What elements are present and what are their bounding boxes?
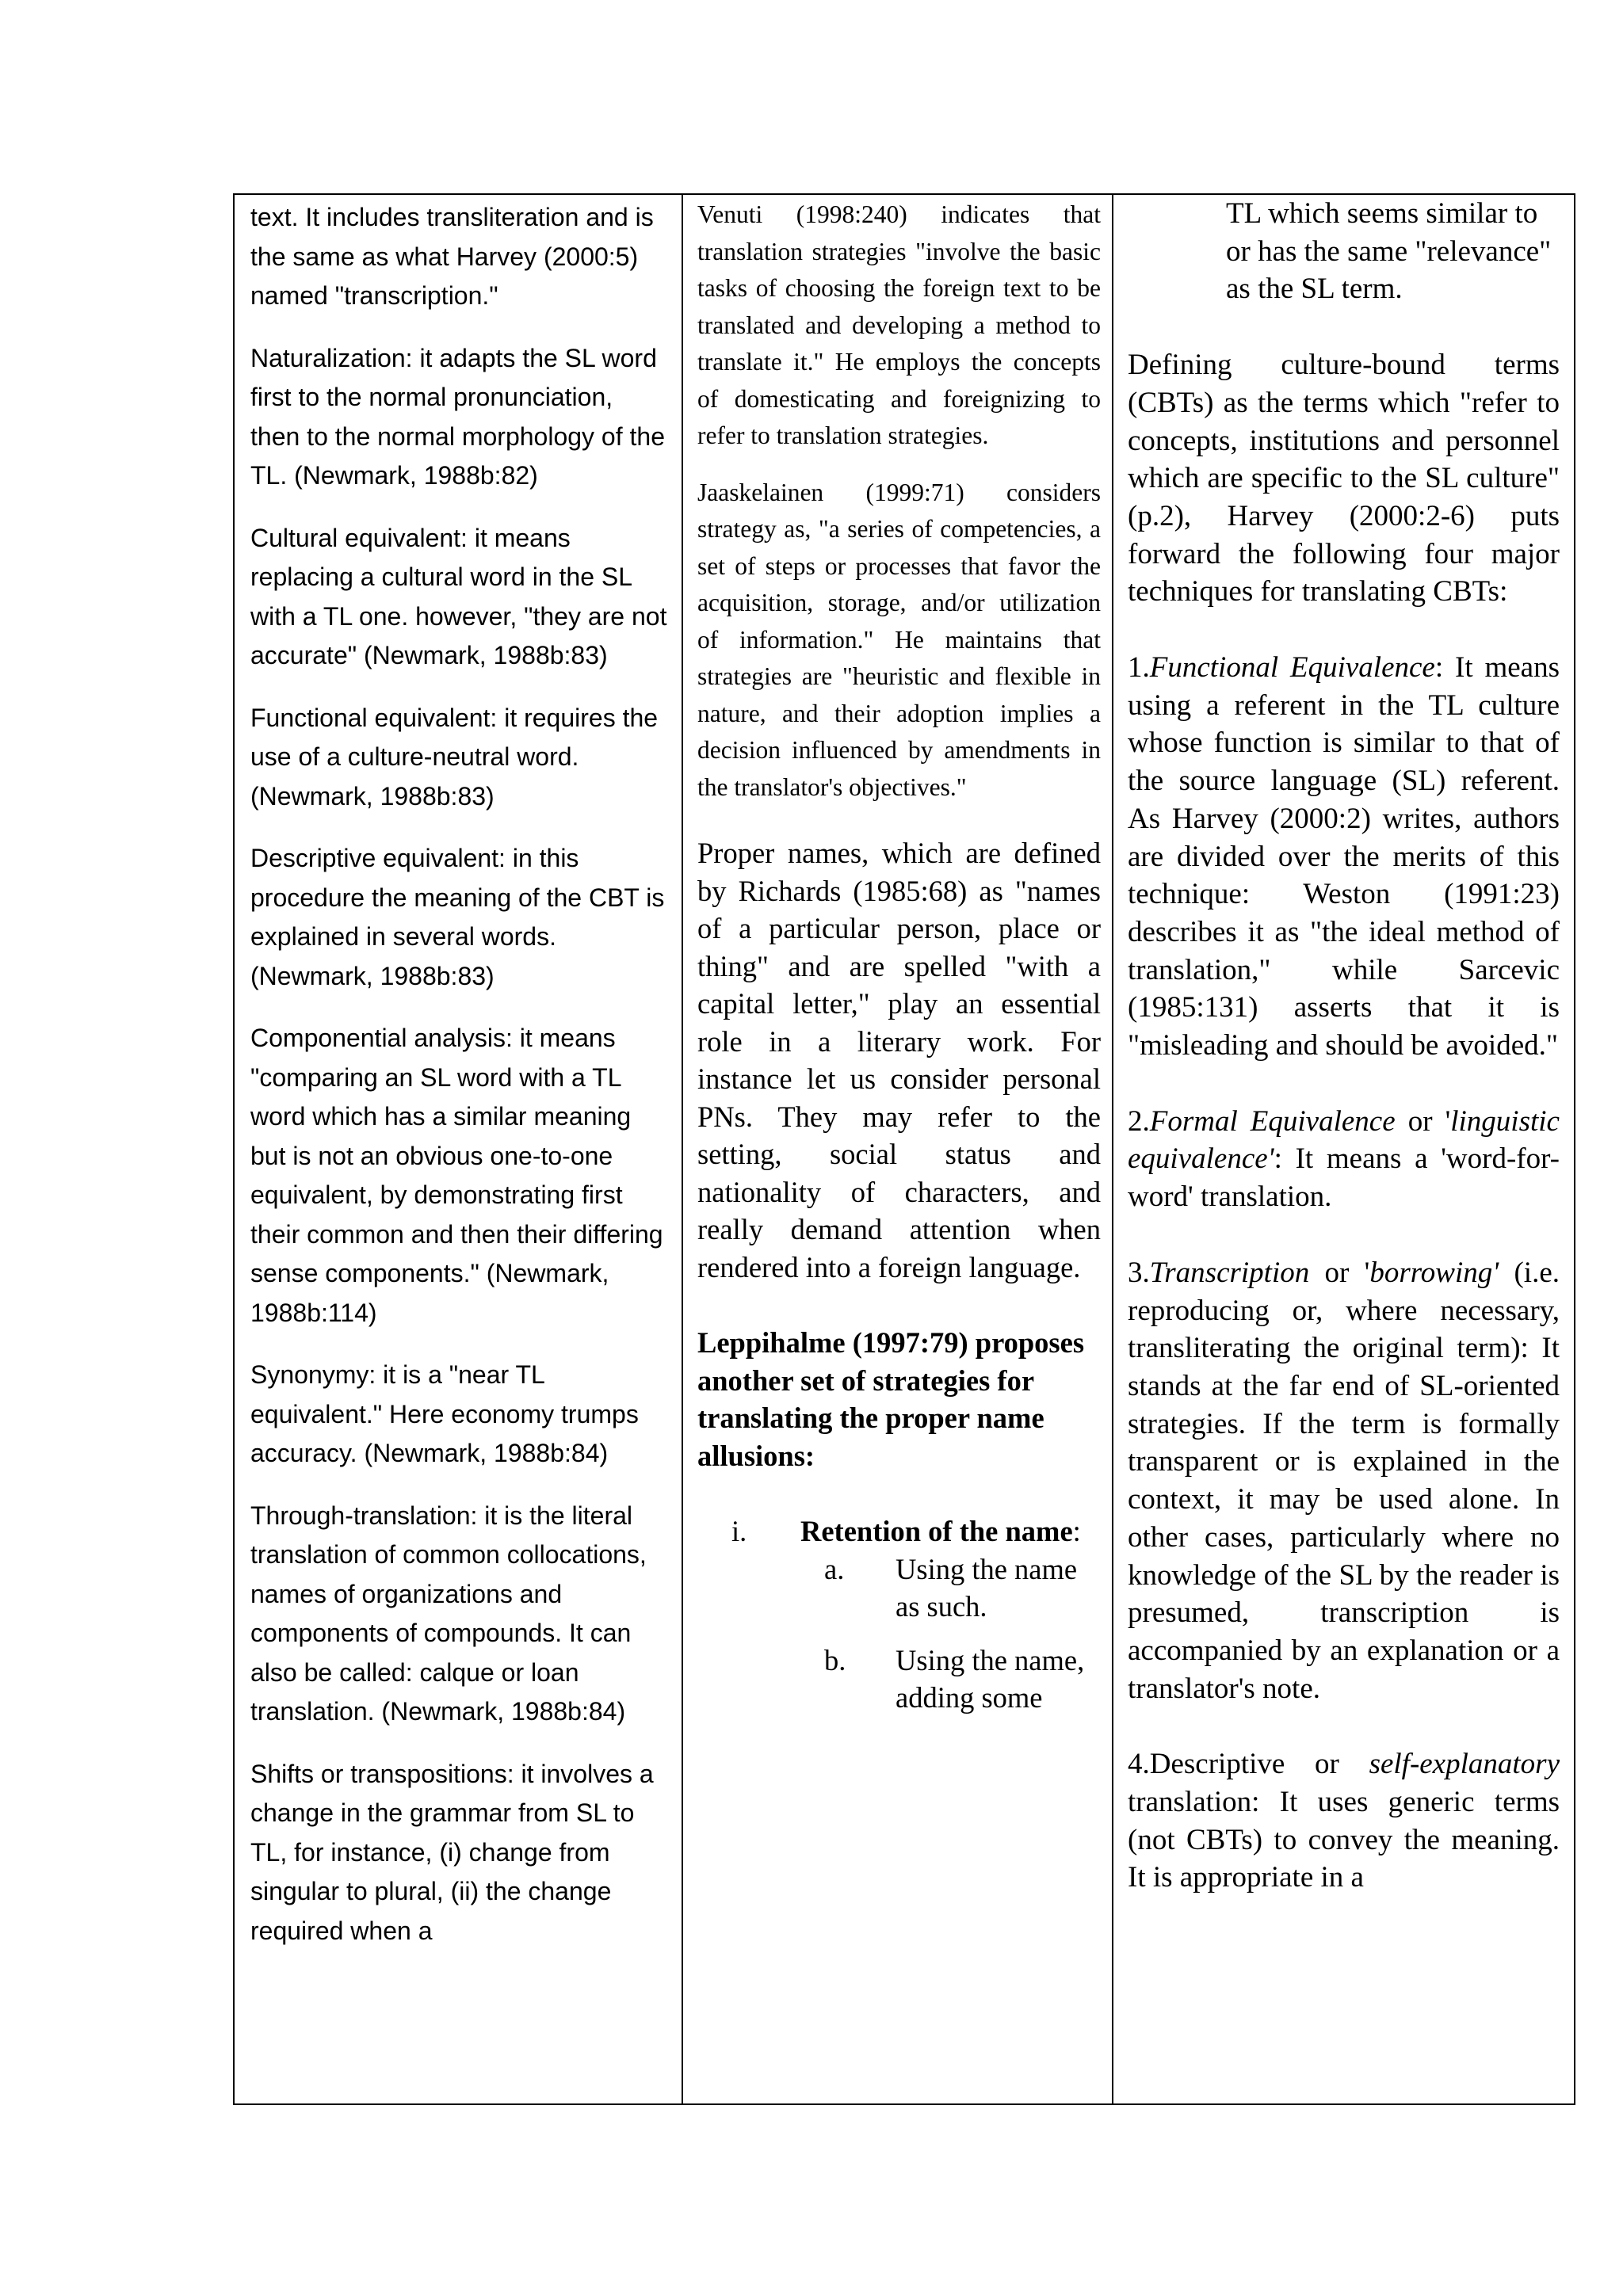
paragraph-synonymy: Synonymy: it is a "near TL equivalent." Here economy trumps accuracy. (Newmark, 1988b:84) — [250, 1360, 639, 1467]
technique-description: (i.e. reproducing or, where necessary, transliterating the original term): It stands at the far end of SL-oriented strategies. If the term is formally transparent or is explained in the context, it may be used alone. In other cases, particularly where no knowledge of the SL by the reader is presumed, transcription is accompanied by an explanation or a translator's note. — [1128, 1256, 1560, 1705]
technique-term: self-explanatory — [1369, 1748, 1560, 1781]
technique-term: Functional Equivalence — [1149, 651, 1435, 685]
technique-number: 2. — [1128, 1104, 1150, 1138]
technique-connector: or ' — [1309, 1256, 1370, 1289]
list-item — [697, 1512, 1101, 1717]
paragraph-through-translation: Through-translation: it is the literal translation of common collocations, names of organizations and components of compounds. It can also be called: calque or loan translation. (Newmark, 1988b:84) — [250, 1501, 647, 1726]
technique-alt-term: linguistic equivalence' — [1128, 1104, 1560, 1176]
paragraph-descriptive-equivalent: Descriptive equivalent: in this procedure the meaning of the CBT is explained in several words. (Newmark, 1988b:83) — [250, 844, 665, 990]
technique-description: translation: It uses generic terms (not CBTs) to convey the meaning. It is appropriate in a — [1128, 1786, 1560, 1894]
strategy-list — [697, 1512, 1101, 1717]
sublist-item — [800, 1550, 1101, 1626]
paragraph-naturalization: Naturalization: it adapts the SL word first to the normal pronunciation, then to the normal morphology of the TL. (Newmark, 1988b:82) — [250, 343, 665, 490]
technique-number: 1. — [1128, 651, 1150, 685]
technique-descriptive — [1128, 1745, 1560, 1897]
list-item-colon: : — [1072, 1515, 1081, 1547]
paragraph-cultural-equivalent: Cultural equivalent: it means replacing a cultural word in the SL with a TL one. however, "they are not accurate" (Newmark, 1988b:83) — [250, 523, 667, 669]
technique-lead: 4.Descriptive or — [1128, 1748, 1369, 1781]
leppihalme-heading: Leppihalme (1997:79) proposes another set of strategies for translating the proper name allusions: — [697, 1326, 1085, 1472]
technique-term: Transcription — [1149, 1256, 1310, 1289]
paragraph-proper-names: Proper names, which are defined by Richards (1985:68) as "names of a particular person, place or thing" and are spelled "with a capital letter," play an essential role in a literary work. For instance let us consider personal PNs. They may refer to the setting, social status and nationality of characters, and really demand attention when rendered into a foreign language. — [697, 837, 1101, 1283]
sublist-item-text: Using the name, adding some — [896, 1643, 1085, 1714]
column-strategies — [682, 195, 1112, 2103]
sublist-item-text: Using the name as such. — [896, 1552, 1078, 1623]
three-column-table — [233, 193, 1575, 2105]
list-item-number: i. — [731, 1515, 747, 1547]
paragraph-componential-analysis: Componential analysis: it means "comparing an SL word with a TL word which has a similar meaning but is not an obvious one-to-one equivalent, by demonstrating first their common and then their differing sense components." (Newmark, 1988b:114) — [250, 1024, 663, 1327]
technique-connector: or ' — [1395, 1104, 1451, 1138]
technique-term: Formal Equivalence — [1149, 1104, 1396, 1138]
technique-alt-term: borrowing' — [1369, 1256, 1499, 1289]
paragraph-shifts: Shifts or transpositions: it involves a change in the grammar from SL to TL, for instance, (i) change from singular to plural, (ii) the change required when a — [250, 1759, 654, 1945]
technique-description: : It means a 'word-for-word' translation. — [1128, 1142, 1560, 1214]
paragraph-defining-cbts: Defining culture-bound terms (CBTs) as the terms which "refer to concepts, institutions and personnel which are specific to the SL culture" (p.2), Harvey (2000:2-6) puts forward the following four major techniques for translating CBTs: — [1128, 349, 1560, 608]
column-cbt-techniques — [1112, 195, 1574, 2103]
continuation-text: TL which seems similar to or has the same "relevance" as the SL term. — [1226, 197, 1552, 306]
paragraph-jaaskelainen: Jaaskelainen (1999:71) considers strategy as, "a series of competencies, a set of steps or processes that favor the acquisition, storage, and/or utilization of information." He maintains that strategies are "heuristic and flexible in nature, and their adoption implies a decision influenced by amendments in the translator's objectives." — [697, 478, 1101, 801]
technique-description: : It means using a referent in the TL culture whose function is similar to that of the source language (SL) referent. As Harvey (2000:2) writes, authors are divided over the merits of this technique: Weston (1991:23) describes it as "the ideal method of translation," while Sarcevic (1985:131) asserts that it is "misleading and should be avoided." — [1128, 651, 1560, 1062]
technique-formal-equivalence — [1128, 1103, 1560, 1216]
paragraph-functional-equivalent: Functional equivalent: it requires the use of a culture-neutral word. (Newmark, 1988b:83) — [250, 703, 659, 810]
sublist-item-letter: b. — [824, 1643, 846, 1676]
list-item-title: Retention of the name — [800, 1515, 1073, 1547]
technique-functional-equivalence — [1128, 649, 1560, 1065]
paragraph-venuti: Venuti (1998:240) indicates that translation strategies "involve the basic tasks of choosing the foreign text to be translated and developing a method to translate it." He employs the concepts of domesticating and foreignizing to refer to translation strategies. — [697, 200, 1101, 449]
paragraph-transference-cont: text. It includes transliteration and is the same as what Harvey (2000:5) named "transcription." — [250, 203, 654, 310]
sublist-item — [800, 1642, 1101, 1717]
column-procedures — [235, 195, 682, 2103]
sublist-item-letter: a. — [824, 1552, 845, 1585]
technique-transcription — [1128, 1254, 1560, 1707]
technique-number: 3. — [1128, 1256, 1150, 1289]
